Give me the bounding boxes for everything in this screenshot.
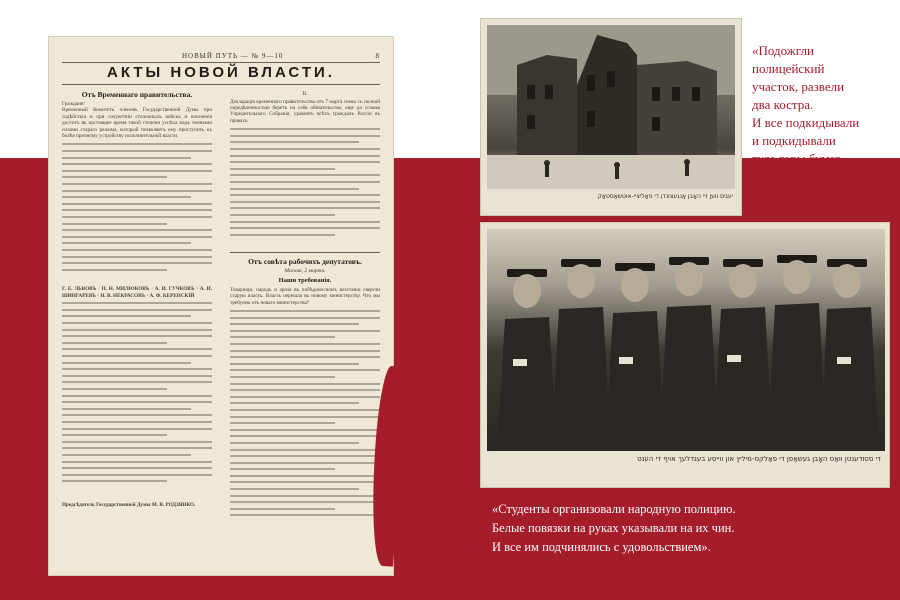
- quote-students: [492, 500, 892, 557]
- quote-bottom-line-3: И все им подчинялись с удовольствием».: [492, 540, 711, 554]
- left-column-ministers: Г. Е. ЛЬВОВЪ · П. Н. МИЛЮКОВЪ · А. И. ГУЧКОВЪ · А. И. ШИНГАРЕВЪ · Н. В. НЕКРАСОВЪ · А. Ф. КЕРЕНСКІЙ: [62, 286, 212, 299]
- right-column-heading-soviet: Отъ совѣта рабочихъ депутатовъ.: [248, 257, 362, 267]
- quote-top-line-7: туда горы бумаг –: [752, 151, 851, 166]
- photo-burning-building: [480, 18, 742, 216]
- quote-top-line-5: И все подкидывали: [752, 115, 860, 130]
- newspaper-header: [62, 52, 380, 60]
- quote-police-station: [752, 42, 896, 204]
- newspaper-right-column: [230, 90, 380, 570]
- burning-building-image: [487, 25, 735, 189]
- photo-students: [480, 222, 890, 488]
- left-column-greeting: Граждане!: [62, 101, 85, 107]
- right-column-heading-demands: Наши требованія.: [278, 276, 332, 284]
- section-rule: [230, 252, 380, 253]
- right-column-place-date: Москва, 2 марта.: [284, 268, 326, 275]
- left-column-body-lines-2: [62, 302, 212, 502]
- left-column-body-lines: [62, 143, 212, 283]
- quote-top-line-4: два костра.: [752, 97, 814, 112]
- left-column-lead: Временный Комитетъ членовъ Государственной Думы при содѣйствіи и при сочувствіи столичныхъ войскъ и населенія достигъ въ настоящее время такой степени успѣха надъ темными силами стараго режима, который позволяетъ ему приступить къ болѣе прочному устройству исполнительной власти.: [62, 107, 212, 140]
- newspaper-title: АКТЫ НОВОЙ ВЛАСТИ.: [107, 64, 335, 81]
- left-column-signature: Предсѣдатель Государственной Думы М. В. РОДЗЯНКО.: [62, 502, 196, 509]
- students-group-illustration: [487, 229, 885, 451]
- quote-top-line-6: и подкидывали: [752, 133, 836, 148]
- right-column-body-lines: [230, 128, 380, 248]
- right-column-section-number: II.: [302, 91, 308, 97]
- quote-bottom-line-2: Белые повязки на руках указывали на их чин.: [492, 521, 735, 535]
- quote-top-line-9: литературу».: [752, 187, 824, 202]
- top-photo-caption: יעגים ווען זיי האָבן אָנגעצונדן די פאָליציי-אוטשאַסטאָק: [597, 193, 733, 200]
- right-column-body-lines-2: [230, 310, 380, 540]
- right-column-body: Товарищи, народъ и армія въ побѣдоносномъ возстаніи свергли старую власть. Власть перешла въ новому министерству. Что мы требуемъ отъ новаго министерства?: [230, 286, 380, 306]
- newspaper-page: [48, 36, 394, 576]
- quote-top-line-3: участок, развели: [752, 79, 845, 94]
- title-rule: [62, 84, 380, 85]
- quote-top-line-2: полицейский: [752, 61, 825, 76]
- right-column-lead: Декларація временнаго правительства отъ 7 марта снова съ полной опредѣленностью беретъ на себя обязательство, еще до созыва Учредительнаго Собранія, уравнять всѣхъ гражданъ Россіи въ правахъ.: [230, 98, 380, 124]
- left-column-heading: Отъ Временнаго правительства.: [81, 90, 193, 99]
- students-image: [487, 229, 885, 451]
- header-rule: [62, 62, 380, 63]
- quote-top-line-1: «Подожгли: [752, 43, 814, 58]
- newspaper-issue: НОВЫЙ ПУТЬ — № 9—10: [182, 52, 284, 60]
- building-ruins-illustration: [487, 25, 735, 189]
- quote-top-line-8: полицейскую: [752, 169, 827, 184]
- quote-bottom-line-1: «Студенты организовали народную полицию.: [492, 502, 736, 516]
- newspaper-page-number: 8: [375, 52, 380, 60]
- newspaper-left-column: [62, 90, 212, 570]
- bottom-photo-caption: די סטודענטן וואָס האָבן געשאַפן די פאָלקס-מיליץ און ווייסע בענדלעך אויף די הענט: [637, 455, 881, 463]
